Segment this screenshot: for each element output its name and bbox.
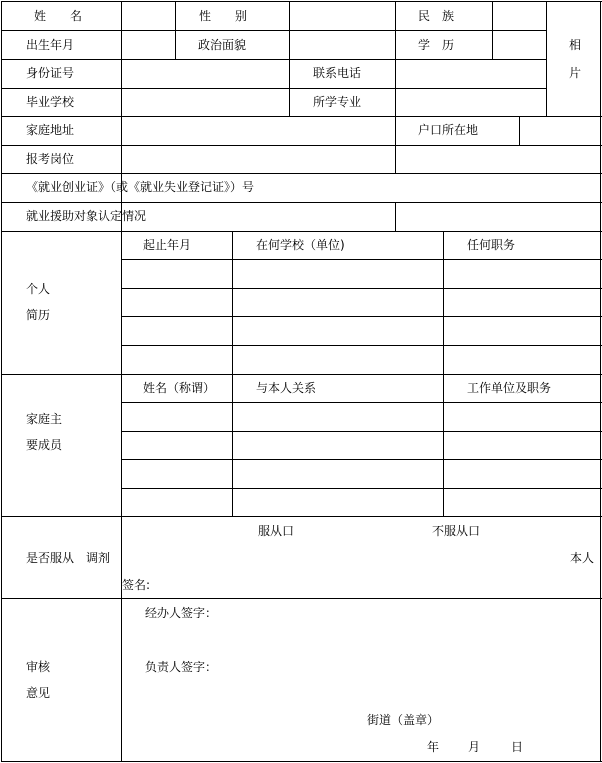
date-year-label: 年 [427, 740, 440, 754]
hukou-field[interactable] [520, 117, 600, 145]
row-divider [121, 459, 602, 460]
row-divider [1, 231, 602, 232]
row-divider [1, 598, 602, 599]
politics-label: 政治面貌 [198, 38, 247, 52]
address-field[interactable] [122, 117, 395, 145]
position-field[interactable] [122, 146, 600, 173]
table-border-bottom [1, 761, 602, 762]
row-divider [121, 316, 602, 317]
name-label: 姓 名 [34, 9, 83, 23]
photo-box[interactable] [547, 2, 600, 116]
id-number-label: 身份证号 [26, 66, 75, 80]
column-divider [232, 374, 233, 516]
review-label-bottom: 意见 [26, 686, 51, 700]
family-label-bottom: 要成员 [26, 438, 63, 452]
school-label: 毕业学校 [26, 95, 75, 109]
not-obey-option[interactable]: 不服从口 [432, 524, 481, 538]
signature-label-top: 本人 [570, 551, 595, 565]
family-col-relation: 与本人关系 [256, 381, 317, 395]
education-label: 学 历 [418, 38, 455, 52]
row-divider [121, 259, 602, 260]
photo-label-bottom: 片 [569, 66, 582, 80]
family-label-top: 家庭主 [26, 412, 63, 426]
name-field[interactable] [122, 2, 175, 30]
photo-label-top: 相 [569, 38, 582, 52]
table-border-right [600, 1, 601, 762]
row-divider [1, 374, 602, 375]
gender-label: 性 别 [199, 9, 248, 23]
phone-field[interactable] [396, 60, 546, 88]
birth-field[interactable] [122, 31, 175, 59]
birth-label: 出生年月 [26, 38, 75, 52]
table-border-left [1, 1, 2, 762]
resume-col-period: 起止年月 [143, 238, 192, 252]
date-day-label: 日 [511, 740, 524, 754]
column-divider [443, 231, 444, 374]
row-divider [1, 516, 602, 517]
ethnicity-field[interactable] [493, 2, 546, 30]
employment-cert-label: 《就业创业证》（或《就业失业登记证》）号 [26, 180, 255, 194]
resume-col-school: 在何学校（单位) [256, 238, 345, 252]
row-divider [1, 30, 546, 31]
major-label: 所学专业 [313, 95, 362, 109]
adjust-label: 是否服从 调剂 [26, 551, 111, 565]
politics-field[interactable] [290, 31, 395, 59]
resume-col-duty: 任何职务 [467, 238, 516, 252]
column-divider [443, 374, 444, 516]
row-divider [121, 431, 602, 432]
position-label: 报考岗位 [26, 152, 75, 166]
id-number-field[interactable] [122, 60, 289, 88]
row-divider [121, 488, 602, 489]
phone-label: 联系电话 [313, 66, 362, 80]
column-divider [232, 231, 233, 374]
assistance-label: 就业援助对象认定情况 [26, 209, 147, 223]
assistance-field[interactable] [396, 203, 600, 231]
address-label: 家庭地址 [26, 123, 75, 137]
handler-signature-label: 经办人签字： [145, 606, 218, 620]
row-divider [121, 288, 602, 289]
review-label-top: 审核 [26, 660, 51, 674]
education-field[interactable] [493, 31, 546, 59]
school-field[interactable] [122, 89, 289, 116]
gender-field[interactable] [290, 2, 395, 30]
date-month-label: 月 [468, 740, 481, 754]
major-field[interactable] [396, 89, 546, 116]
hukou-label: 户口所在地 [418, 123, 479, 137]
family-col-work: 工作单位及职务 [467, 381, 552, 395]
leader-signature-label: 负责人签字： [145, 660, 218, 674]
signature-label-bottom: 签名: [122, 578, 151, 592]
ethnicity-label: 民 族 [418, 9, 455, 23]
obey-option[interactable]: 服从口 [258, 524, 295, 538]
resume-label-bottom: 简历 [26, 308, 51, 322]
row-divider [121, 402, 602, 403]
street-seal-label: 街道（盖章） [367, 713, 440, 727]
family-col-name: 姓名（称谓） [143, 381, 216, 395]
row-divider [121, 345, 602, 346]
employment-cert-field[interactable] [396, 174, 600, 202]
resume-label-top: 个人 [26, 282, 51, 296]
column-divider [175, 1, 176, 59]
